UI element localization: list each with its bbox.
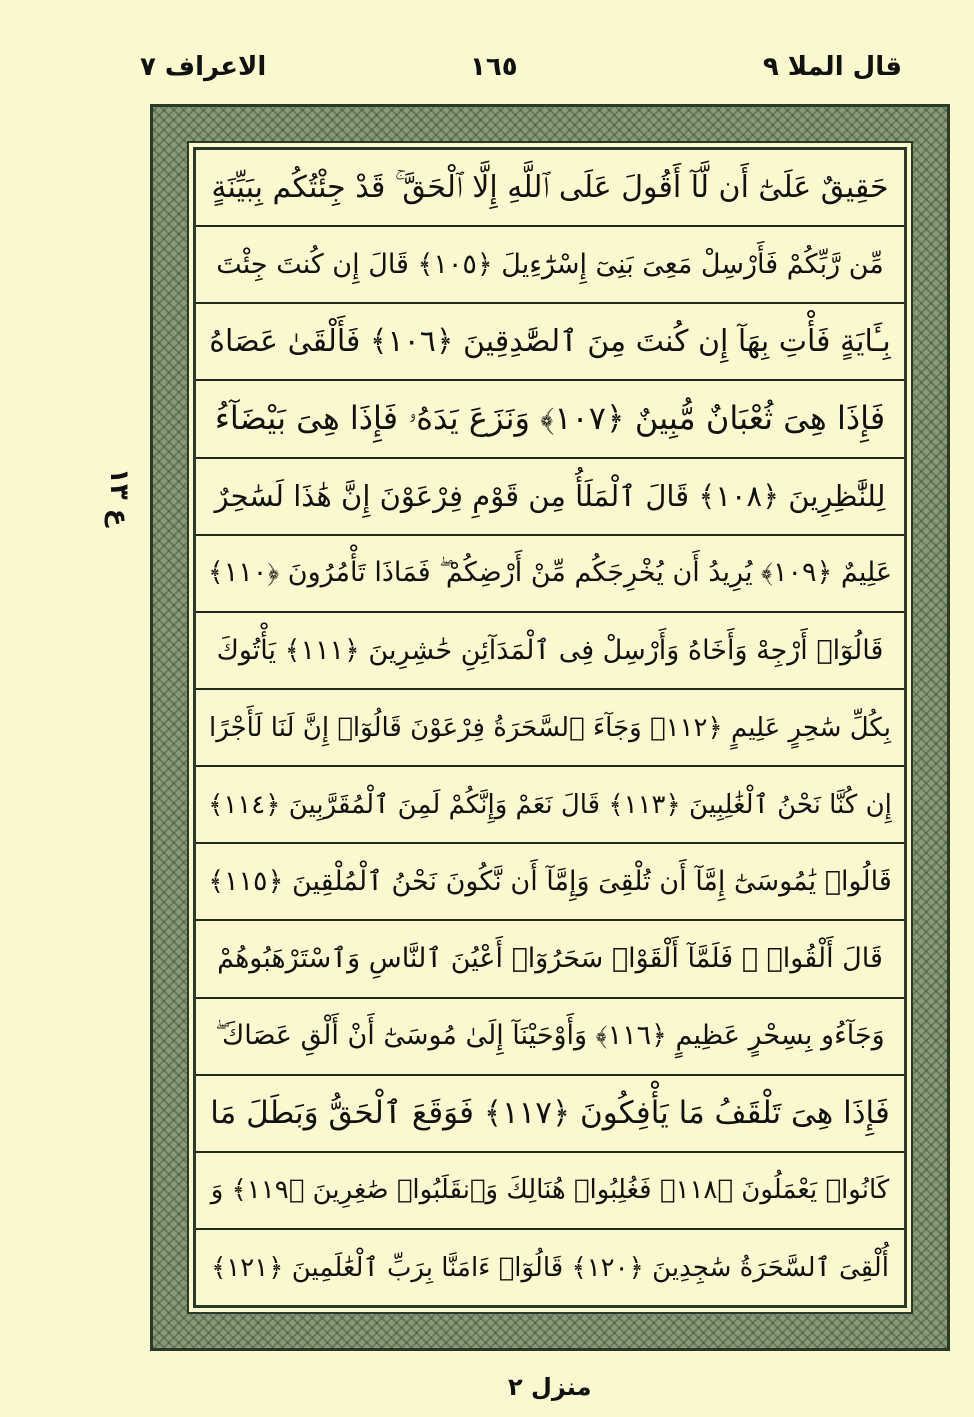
text-line: لِلنَّٰظِرِينَ ﴿١٠٨﴾ قَالَ ٱلْمَلَأُ مِن قَوْمِ فِرْعَوْنَ إِنَّ هَٰذَا لَسَٰحِرٌ: [196, 459, 904, 536]
text-line: كَانُوا۟ يَعْمَلُونَ ﴿١١٨﴾ فَغُلِبُوا۟ هُنَالِكَ وَٱنقَلَبُوا۟ صَٰغِرِينَ ﴿١١٩﴾ وَ: [196, 1153, 904, 1230]
text-line: وَجَآءُو بِسِحْرٍ عَظِيمٍ ﴿١١٦﴾ وَأَوْحَيْنَآ إِلَىٰ مُوسَىٰٓ أَنْ أَلْقِ عَصَاكَ ۖ: [196, 999, 904, 1076]
page-number: ١٦٥: [470, 52, 518, 82]
text-line: قَالَ أَلْقُوا۟ ۖ فَلَمَّآ أَلْقَوْا۟ سَحَرُوٓا۟ أَعْيُنَ ٱلنَّاسِ وَٱسْتَرْهَبُوهُمْ: [196, 921, 904, 998]
surah-title: الاعراف ۷: [140, 52, 267, 82]
text-line: إِن كُنَّا نَحْنُ ٱلْغَٰلِبِينَ ﴿١١٣﴾ قَالَ نَعَمْ وَإِنَّكُمْ لَمِنَ ٱلْمُقَرَّبِينَ ﴿١١٤﴾: [196, 767, 904, 844]
ruku-marker: ع ۱۳: [104, 468, 134, 527]
text-line: بِكُلِّ سَٰحِرٍ عَلِيمٍ ﴿١١٢﴾ وَجَآءَ ٱلسَّحَرَةُ فِرْعَوْنَ قَالُوٓا۟ إِنَّ لَنَا لَأَجْرًا: [196, 690, 904, 767]
juz-title: قال الملا ٩: [762, 52, 902, 82]
ornamental-border: [150, 104, 950, 1351]
text-line: حَقِيقٌ عَلَىٰٓ أَن لَّآ أَقُولَ عَلَى ٱللَّهِ إِلَّا ٱلْحَقَّ ۚ قَدْ جِئْتُكُم بِبَيِّنَةٍ: [196, 150, 904, 227]
text-panel: [193, 147, 907, 1308]
text-lines: [196, 150, 904, 1305]
text-line: قَالُوٓا۟ أَرْجِهْ وَأَخَاهُ وَأَرْسِلْ فِى ٱلْمَدَآئِنِ حَٰشِرِينَ ﴿١١١﴾ يَأْتُوكَ: [196, 613, 904, 690]
text-line: عَلِيمٌ ﴿١٠٩﴾ يُرِيدُ أَن يُخْرِجَكُم مِّنْ أَرْضِكُمْ ۖ فَمَاذَا تَأْمُرُونَ ﴿١١٠﴾: [196, 536, 904, 613]
text-line: مِّن رَّبِّكُمْ فَأَرْسِلْ مَعِىَ بَنِىٓ إِسْرَٰٓءِيلَ ﴿١٠٥﴾ قَالَ إِن كُنتَ جِئْتَ: [196, 227, 904, 304]
text-line: فَإِذَا هِىَ تَلْقَفُ مَا يَأْفِكُونَ ﴿١١٧﴾ فَوَقَعَ ٱلْحَقُّ وَبَطَلَ مَا: [196, 1076, 904, 1153]
manzil-label: منزل ۲: [508, 1373, 592, 1401]
text-line: بِـَٔايَةٍ فَأْتِ بِهَآ إِن كُنتَ مِنَ ٱلصَّٰدِقِينَ ﴿١٠٦﴾ فَأَلْقَىٰ عَصَاهُ: [196, 304, 904, 381]
text-line: قَالُوا۟ يَٰمُوسَىٰٓ إِمَّآ أَن تُلْقِىَ وَإِمَّآ أَن نَّكُونَ نَحْنُ ٱلْمُلْقِينَ ﴿١١٥﴾: [196, 844, 904, 921]
text-line: فَإِذَا هِىَ ثُعْبَانٌ مُّبِينٌ ﴿١٠٧﴾ وَنَزَعَ يَدَهُۥ فَإِذَا هِىَ بَيْضَآءُ: [196, 381, 904, 458]
text-line: أُلْقِىَ ٱلسَّحَرَةُ سَٰجِدِينَ ﴿١٢٠﴾ قَالُوٓا۟ ءَامَنَّا بِرَبِّ ٱلْعَٰلَمِينَ ﴿١٢١﴾: [211, 1252, 889, 1283]
